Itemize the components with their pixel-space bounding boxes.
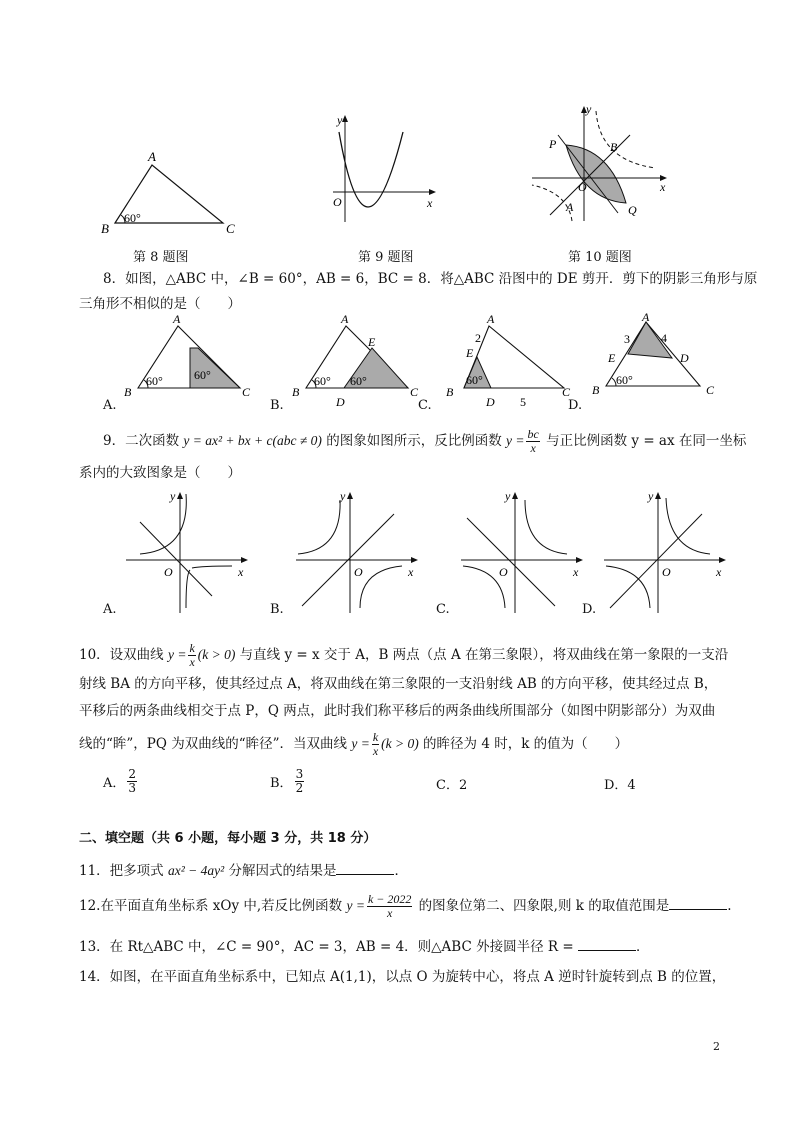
fig9-label-y: y (337, 113, 343, 127)
fig10-label-x: x (660, 180, 666, 194)
q10-text-line2: 射线 BA 的方向平移，使其经过点 A，将双曲线在第三象限的一支沿射线 AB 的方向平移，使其经过点 B， (79, 676, 718, 692)
q8a-angle2: 60° (194, 368, 211, 382)
q9-option-d-graph (598, 488, 733, 616)
q11-pre: 11．把多项式 (79, 863, 168, 879)
q12-answer-blank[interactable] (669, 897, 727, 910)
q8c-label-a: A (487, 312, 495, 326)
figure-10 (528, 103, 673, 225)
q10-text-line4 (79, 731, 628, 758)
q9-mid: 的图象如图所示，反比例函数 (321, 433, 506, 449)
q13-text (79, 938, 649, 956)
q10-option-c[interactable]: C．2 (436, 778, 468, 793)
page-number: 2 (713, 1040, 720, 1053)
q9c-o: O (499, 565, 508, 579)
fig10-label-b: B (610, 140, 618, 154)
q8-option-b[interactable]: B. (270, 398, 284, 413)
q8a-label-a: A (173, 312, 181, 326)
fig8-angle-label: 60° (124, 211, 141, 225)
q9-prefix: 9．二次函数 (103, 433, 184, 449)
q9-func: y = ax² + bx + c (183, 433, 273, 448)
q11-end: ． (394, 863, 408, 879)
q11-answer-blank[interactable] (336, 862, 394, 875)
q12-post: 的图象位第二、四象限,则 k 的取值范围是 (414, 898, 670, 914)
q10-opt-b-den: 2 (295, 781, 304, 795)
q8c-label-c: C (562, 385, 571, 399)
fig8-label-b: B (101, 221, 109, 236)
q10-lhs: y = (167, 647, 187, 662)
q8b-label-c: C (410, 385, 419, 399)
q13-answer-blank[interactable] (578, 938, 636, 951)
q9b-o: O (354, 565, 363, 579)
q13-end: ． (635, 939, 650, 955)
q9c-x: x (573, 565, 579, 579)
q9c-y: y (505, 489, 511, 503)
q8c-label-2: 2 (475, 331, 481, 345)
q10-opt-a-num: 2 (128, 767, 137, 781)
q10-line4-fraction (372, 731, 379, 758)
q8d-label-c: C (706, 383, 715, 397)
q8a-label-b: B (124, 385, 132, 399)
q10-line4-cond: (k > 0) (381, 736, 419, 751)
q10-cond: (k > 0) (197, 647, 236, 662)
q8c-label-b: B (446, 385, 454, 399)
fig10-label-q: Q (628, 203, 637, 217)
q9-option-c-graph (455, 488, 590, 616)
q10-fraction (188, 642, 195, 669)
q12-fraction (367, 893, 412, 920)
q11-post: 分解因式的结果是 (224, 863, 337, 879)
q9a-x: x (238, 565, 244, 579)
q10-text-line1 (79, 642, 728, 669)
q8c-label-d: D (486, 395, 495, 409)
q9-suffix: 与正比例函数 y = ax 在同一坐标 (541, 433, 747, 449)
q9d-x: x (716, 565, 722, 579)
q8-option-a[interactable]: A. (103, 398, 117, 413)
fig10-label-y: y (586, 103, 592, 116)
q9-cond: (abc ≠ 0) (272, 433, 322, 448)
q8d-label-3: 3 (624, 332, 630, 346)
q10-num: k (189, 641, 195, 655)
q8-option-a-figure (118, 312, 253, 404)
q12-pre: 12.在平面直角坐标系 xOy 中,若反比例函数 (79, 898, 347, 914)
q12-num: k − 2022 (367, 892, 412, 906)
q8d-angle: 60° (616, 373, 633, 387)
q9-option-c[interactable]: C. (436, 602, 450, 617)
q9-frac-den: x (530, 441, 536, 455)
q9-frac-num: bc (527, 427, 539, 441)
q9-option-a[interactable]: A. (103, 602, 117, 617)
q12-end: . (727, 898, 732, 914)
q8b-label-e: E (368, 335, 376, 349)
q10-option-b[interactable] (270, 768, 306, 795)
figure-8 (95, 145, 245, 240)
q9a-o: O (164, 565, 173, 579)
q8a-label-c: C (242, 385, 251, 399)
q9-option-a-graph (120, 488, 255, 616)
q10-text-line3: 平移后的两条曲线相交于点 P，Q 两点，此时我们称平移后的两条曲线所围部分（如图中阴影部分）为双曲 (79, 703, 716, 719)
section-2-heading: 二、填空题（共 6 小题，每小题 3 分，共 18 分） (79, 831, 377, 846)
fig9-caption: 第 9 题图 (358, 250, 414, 265)
fig9-label-o: O (333, 195, 342, 209)
q9b-y: y (340, 489, 346, 503)
q8b-label-a: A (341, 312, 349, 326)
q8c-label-e: E (466, 346, 474, 360)
q10-den: x (189, 655, 195, 669)
q9-option-d[interactable]: D. (582, 602, 597, 617)
q9-fraction (526, 428, 539, 455)
q9-option-b-graph (290, 488, 425, 616)
q8d-label-a: A (642, 310, 650, 324)
q10-option-d[interactable]: D．4 (604, 778, 636, 793)
q10-opt-b-frac (295, 768, 305, 795)
q10-opt-b-label: B． (270, 776, 293, 791)
q10-line4-num: k (372, 730, 379, 744)
q8-text-line2: 三角形不相似的是（ ） (79, 296, 241, 312)
q8-option-c[interactable]: C. (418, 398, 432, 413)
q8c-angle: 60° (466, 373, 483, 387)
q10-opt-a-label: A． (103, 776, 126, 791)
q10-pre: 10．设双曲线 (79, 647, 168, 663)
fig10-label-p: P (549, 137, 557, 151)
q9-option-b[interactable]: B. (270, 602, 284, 617)
q9-text-line1 (103, 428, 746, 455)
q12-den: x (386, 906, 393, 920)
q10-line4-post: 的眸径为 4 时，k 的值为（ ） (418, 736, 629, 752)
q8-option-d-figure (588, 310, 723, 402)
q8-option-c-figure (444, 312, 579, 412)
q14-text: 14．如图，在平面直角坐标系中，已知点 A(1,1)，以点 O 为旋转中心，将点 A 逆时针旋转到点 B 的位置， (79, 969, 726, 985)
q9-text-line2: 系内的大致图象是（ ） (79, 465, 241, 481)
q8-option-d[interactable]: D. (568, 398, 583, 413)
fig9-parabola (339, 132, 403, 207)
q10-post: 与直线 y = x 交于 A，B 两点（点 A 在第三象限），将双曲线在第一象限的一支沿 (235, 647, 729, 663)
q9a-y: y (170, 489, 176, 503)
figure-9 (325, 112, 445, 230)
fig8-label-c: C (226, 221, 235, 236)
fig8-label-a: A (148, 149, 156, 164)
q10-opt-b-num: 3 (295, 767, 304, 781)
q10-line4-lhs: y = (351, 736, 370, 751)
q8b-label-b: B (292, 385, 300, 399)
fig10-label-a: A (566, 200, 574, 214)
q10-opt-a-frac (127, 768, 137, 795)
q10-line4-den: x (372, 744, 379, 758)
fig10-label-o: O (578, 180, 587, 194)
fig9-label-x: x (427, 196, 433, 210)
q8d-label-b: B (592, 383, 600, 397)
q8-text-line1: 8．如图，△ABC 中，∠B = 60°，AB = 6，BC = 8．将△ABC 沿图中的 DE 剪开．剪下的阴影三角形与原 (103, 271, 758, 287)
q13-body: 13．在 Rt△ABC 中，∠C = 90°，AC = 3，AB = 4．则△ABC 外接圆半径 R = (79, 939, 578, 955)
q9d-y: y (648, 489, 654, 503)
q12-lhs: y = (346, 898, 365, 913)
q8d-label-d: D (680, 351, 689, 365)
fig8-caption: 第 8 题图 (133, 250, 189, 265)
q11-text (79, 862, 408, 880)
q10-option-a[interactable] (103, 768, 139, 795)
q8c-label-5: 5 (520, 395, 526, 409)
q9-frac-lhs: y = (506, 433, 525, 448)
q9b-x: x (408, 565, 414, 579)
q10-line4-pre: 线的“眸”，PQ 为双曲线的“眸径”．当双曲线 (79, 736, 352, 752)
q8b-angle1: 60° (314, 374, 331, 388)
q8b-angle2: 60° (350, 374, 367, 388)
q8-option-b-figure (286, 312, 421, 412)
q8d-label-e: E (608, 351, 616, 365)
q9d-o: O (662, 565, 671, 579)
q8d-label-4: 4 (661, 331, 667, 345)
q10-opt-a-den: 3 (128, 781, 137, 795)
q8a-angle1: 60° (146, 374, 163, 388)
q11-expr: ax² − 4ay² (167, 863, 225, 878)
q8b-label-d: D (336, 395, 345, 409)
fig10-caption: 第 10 题图 (568, 250, 632, 265)
q12-text (79, 893, 732, 920)
